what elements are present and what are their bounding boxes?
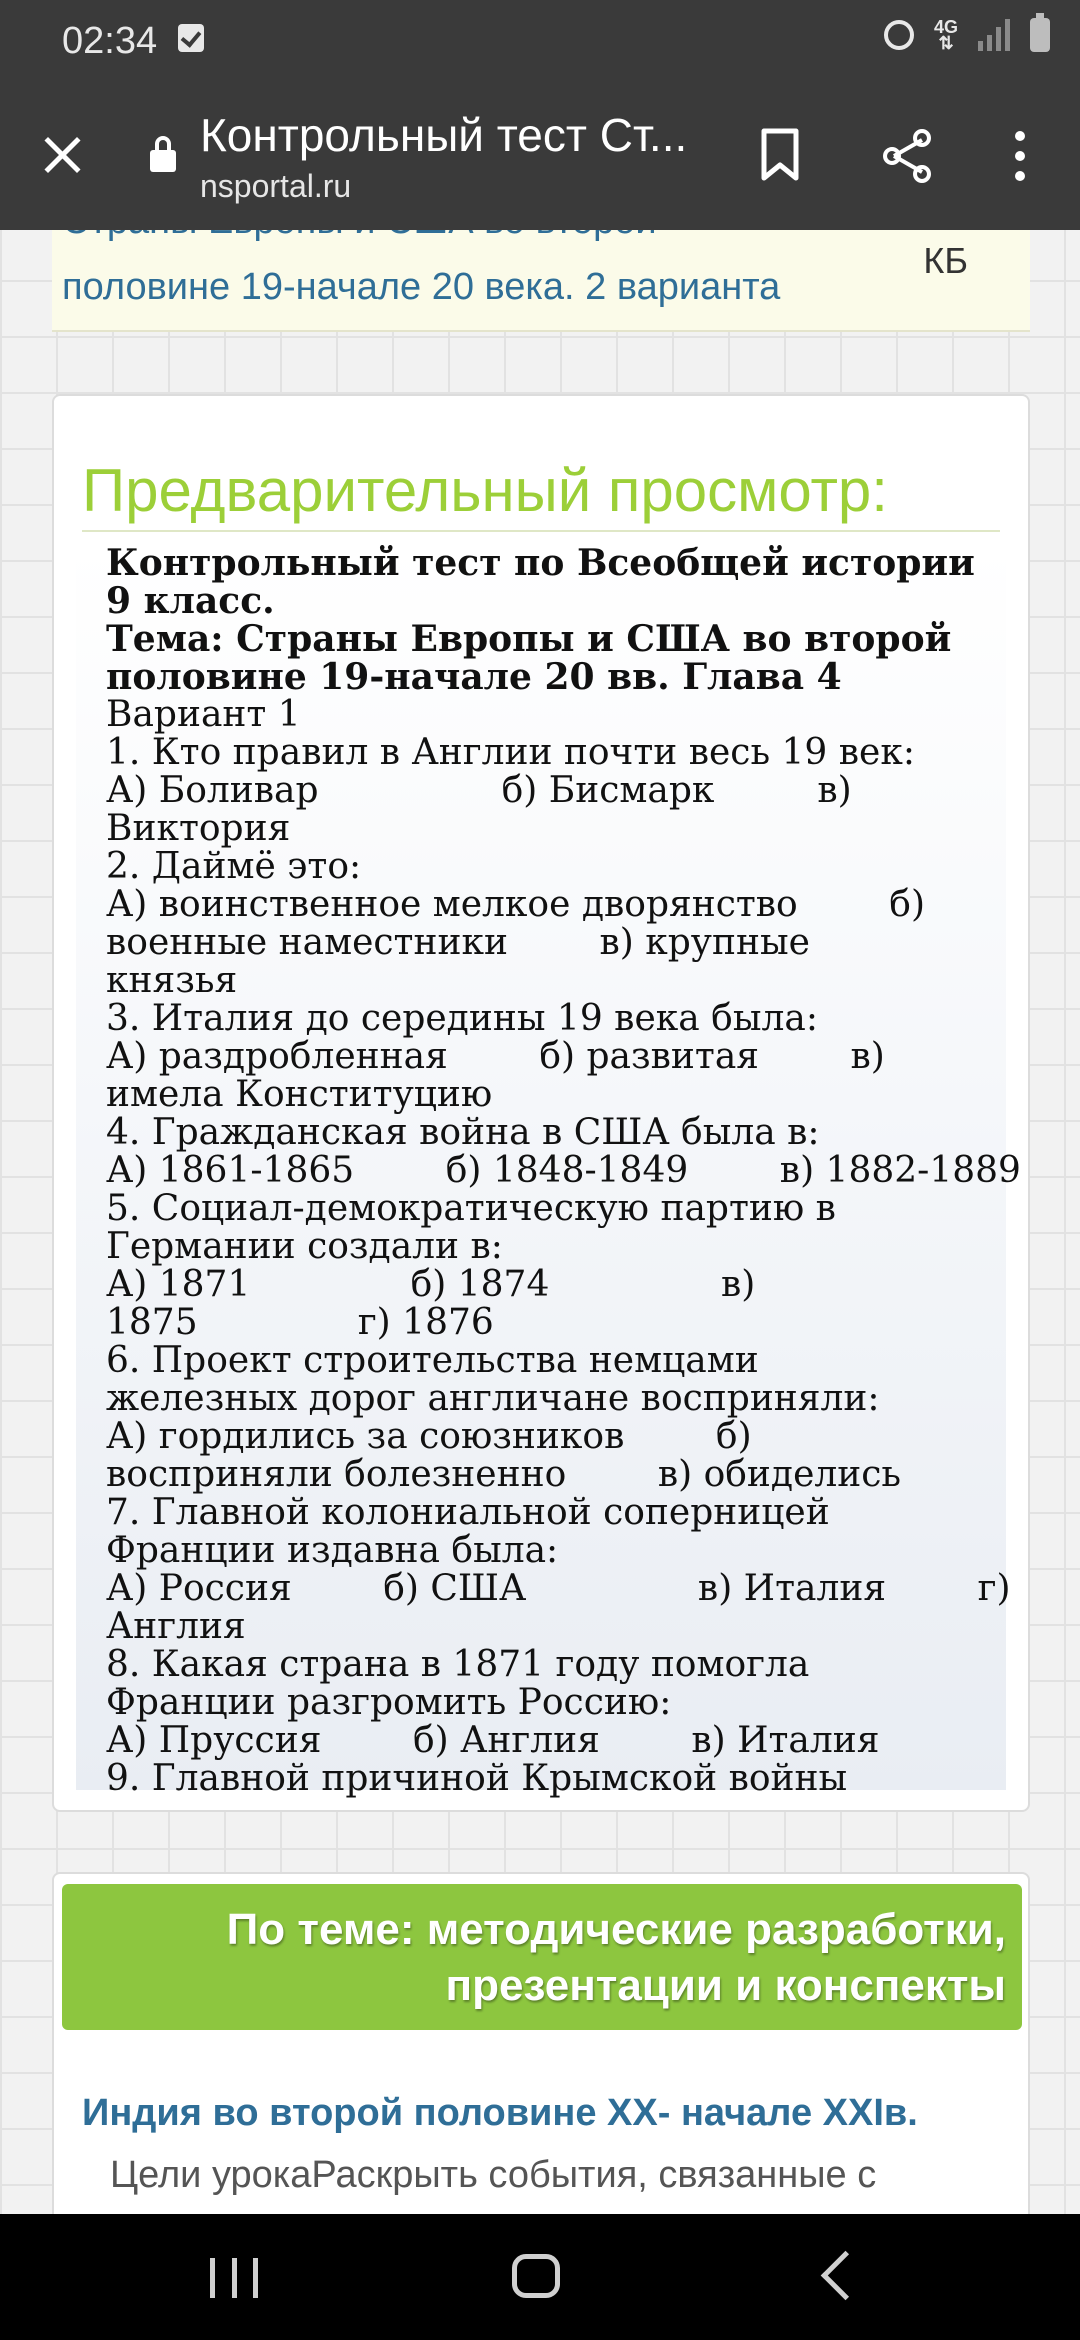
more-options-icon[interactable] [1000,128,1040,184]
document-line: Виктория [106,808,291,849]
signal-icon [978,19,1010,51]
document-line: А) гордились за союзников б) [106,1416,752,1457]
system-nav-bar [0,2214,1080,2340]
related-banner [62,1884,1022,2030]
document-line: А) 1871 б) 1874 в) [106,1264,756,1305]
back-button[interactable] [821,2251,870,2300]
network-type-label: 4G [933,17,958,37]
document-line: Тема: Страны Европы и США во второй [106,618,952,660]
network-type-icon: 4G ⇅ [933,17,958,53]
related-banner-line: По теме: методические разработки, [226,1905,1006,1954]
document-line: князья [106,960,238,1001]
document-line: Контрольный тест по Всеобщей истории [106,542,975,584]
related-banner-line: презентации и конспекты [445,1961,1006,2010]
related-item-description: Цели урокаРаскрыть события, связанные с [110,2154,877,2196]
document-line: 4. Гражданская война в США была в: [106,1112,820,1153]
document-text [106,542,1021,1799]
document-line: 3. Италия до середины 19 века была: [106,998,818,1039]
category-card [52,230,1030,332]
notification-check-icon [178,24,204,52]
preview-heading: Предварительный просмотр: [82,457,888,524]
related-banner-text [227,1902,1006,2014]
alarm-icon [884,20,914,50]
document-line: Вариант 1 [106,694,301,735]
preview-card [52,394,1030,1812]
status-time: 02:34 [62,20,158,62]
document-line: 2. Даймё это: [106,846,362,887]
page-title[interactable]: Контрольный тест Ст... [200,109,688,161]
preview-divider [82,530,1000,532]
document-line: железных дорог англичане восприняли: [106,1378,880,1419]
document-line: Германии создали в: [106,1226,503,1267]
document-line: А) Боливар б) Бисмарк в) [106,770,852,811]
document-line: А) Пруссия б) Англия в) Италия [106,1720,880,1761]
recent-apps-button[interactable] [210,2258,258,2298]
battery-icon [1030,18,1050,52]
related-item-title[interactable]: Индия во второй половине XX- начале XXIв. [82,2092,918,2134]
browser-chrome [0,0,1080,230]
status-icons [884,18,1050,52]
document-line: А) воинственное мелкое дворянство б) [106,884,925,925]
category-tag: КБ [923,240,968,281]
bookmark-icon[interactable] [760,128,800,182]
document-line: восприняли болезненно в) обиделись [106,1454,902,1495]
document-preview[interactable] [76,542,1021,1799]
close-tab-button[interactable] [38,130,88,180]
document-line: военные наместники в) крупные [106,922,810,963]
document-line: 7. Главной колониальной соперницей [106,1492,830,1533]
document-line: 9 класс. [106,580,275,622]
document-line: 9. Главной причиной Крымской войны [106,1758,848,1799]
document-line: 8. Какая страна в 1871 году помогла [106,1644,810,1685]
category-link[interactable]: половине 19-начале 20 века. 2 варианта [62,266,781,308]
document-line: А) 1861-1865 б) 1848-1849 в) 1882-1889 [106,1150,1021,1191]
lock-icon [150,150,176,172]
share-icon[interactable] [880,128,936,184]
document-line: 5. Социал-демократическую партию в [106,1188,836,1229]
document-line: Англия [106,1606,246,1647]
document-line: 1. Кто правил в Англии почти весь 19 век: [106,732,915,773]
document-line: А) Россия б) США в) Италия г) [106,1568,1011,1609]
home-button[interactable] [512,2254,560,2298]
document-line: 6. Проект строительства немцами [106,1340,759,1381]
document-line: Франции издавна была: [106,1530,559,1571]
document-line: 1875 г) 1876 [106,1302,494,1343]
document-line: А) раздробленная б) развитая в) [106,1036,885,1077]
document-line: имела Конституцию [106,1074,493,1115]
document-line: Франции разгромить Россию: [106,1682,672,1723]
page-domain[interactable]: nsportal.ru [200,168,352,204]
document-line: половине 19-начале 20 вв. Глава 4 [106,656,842,698]
